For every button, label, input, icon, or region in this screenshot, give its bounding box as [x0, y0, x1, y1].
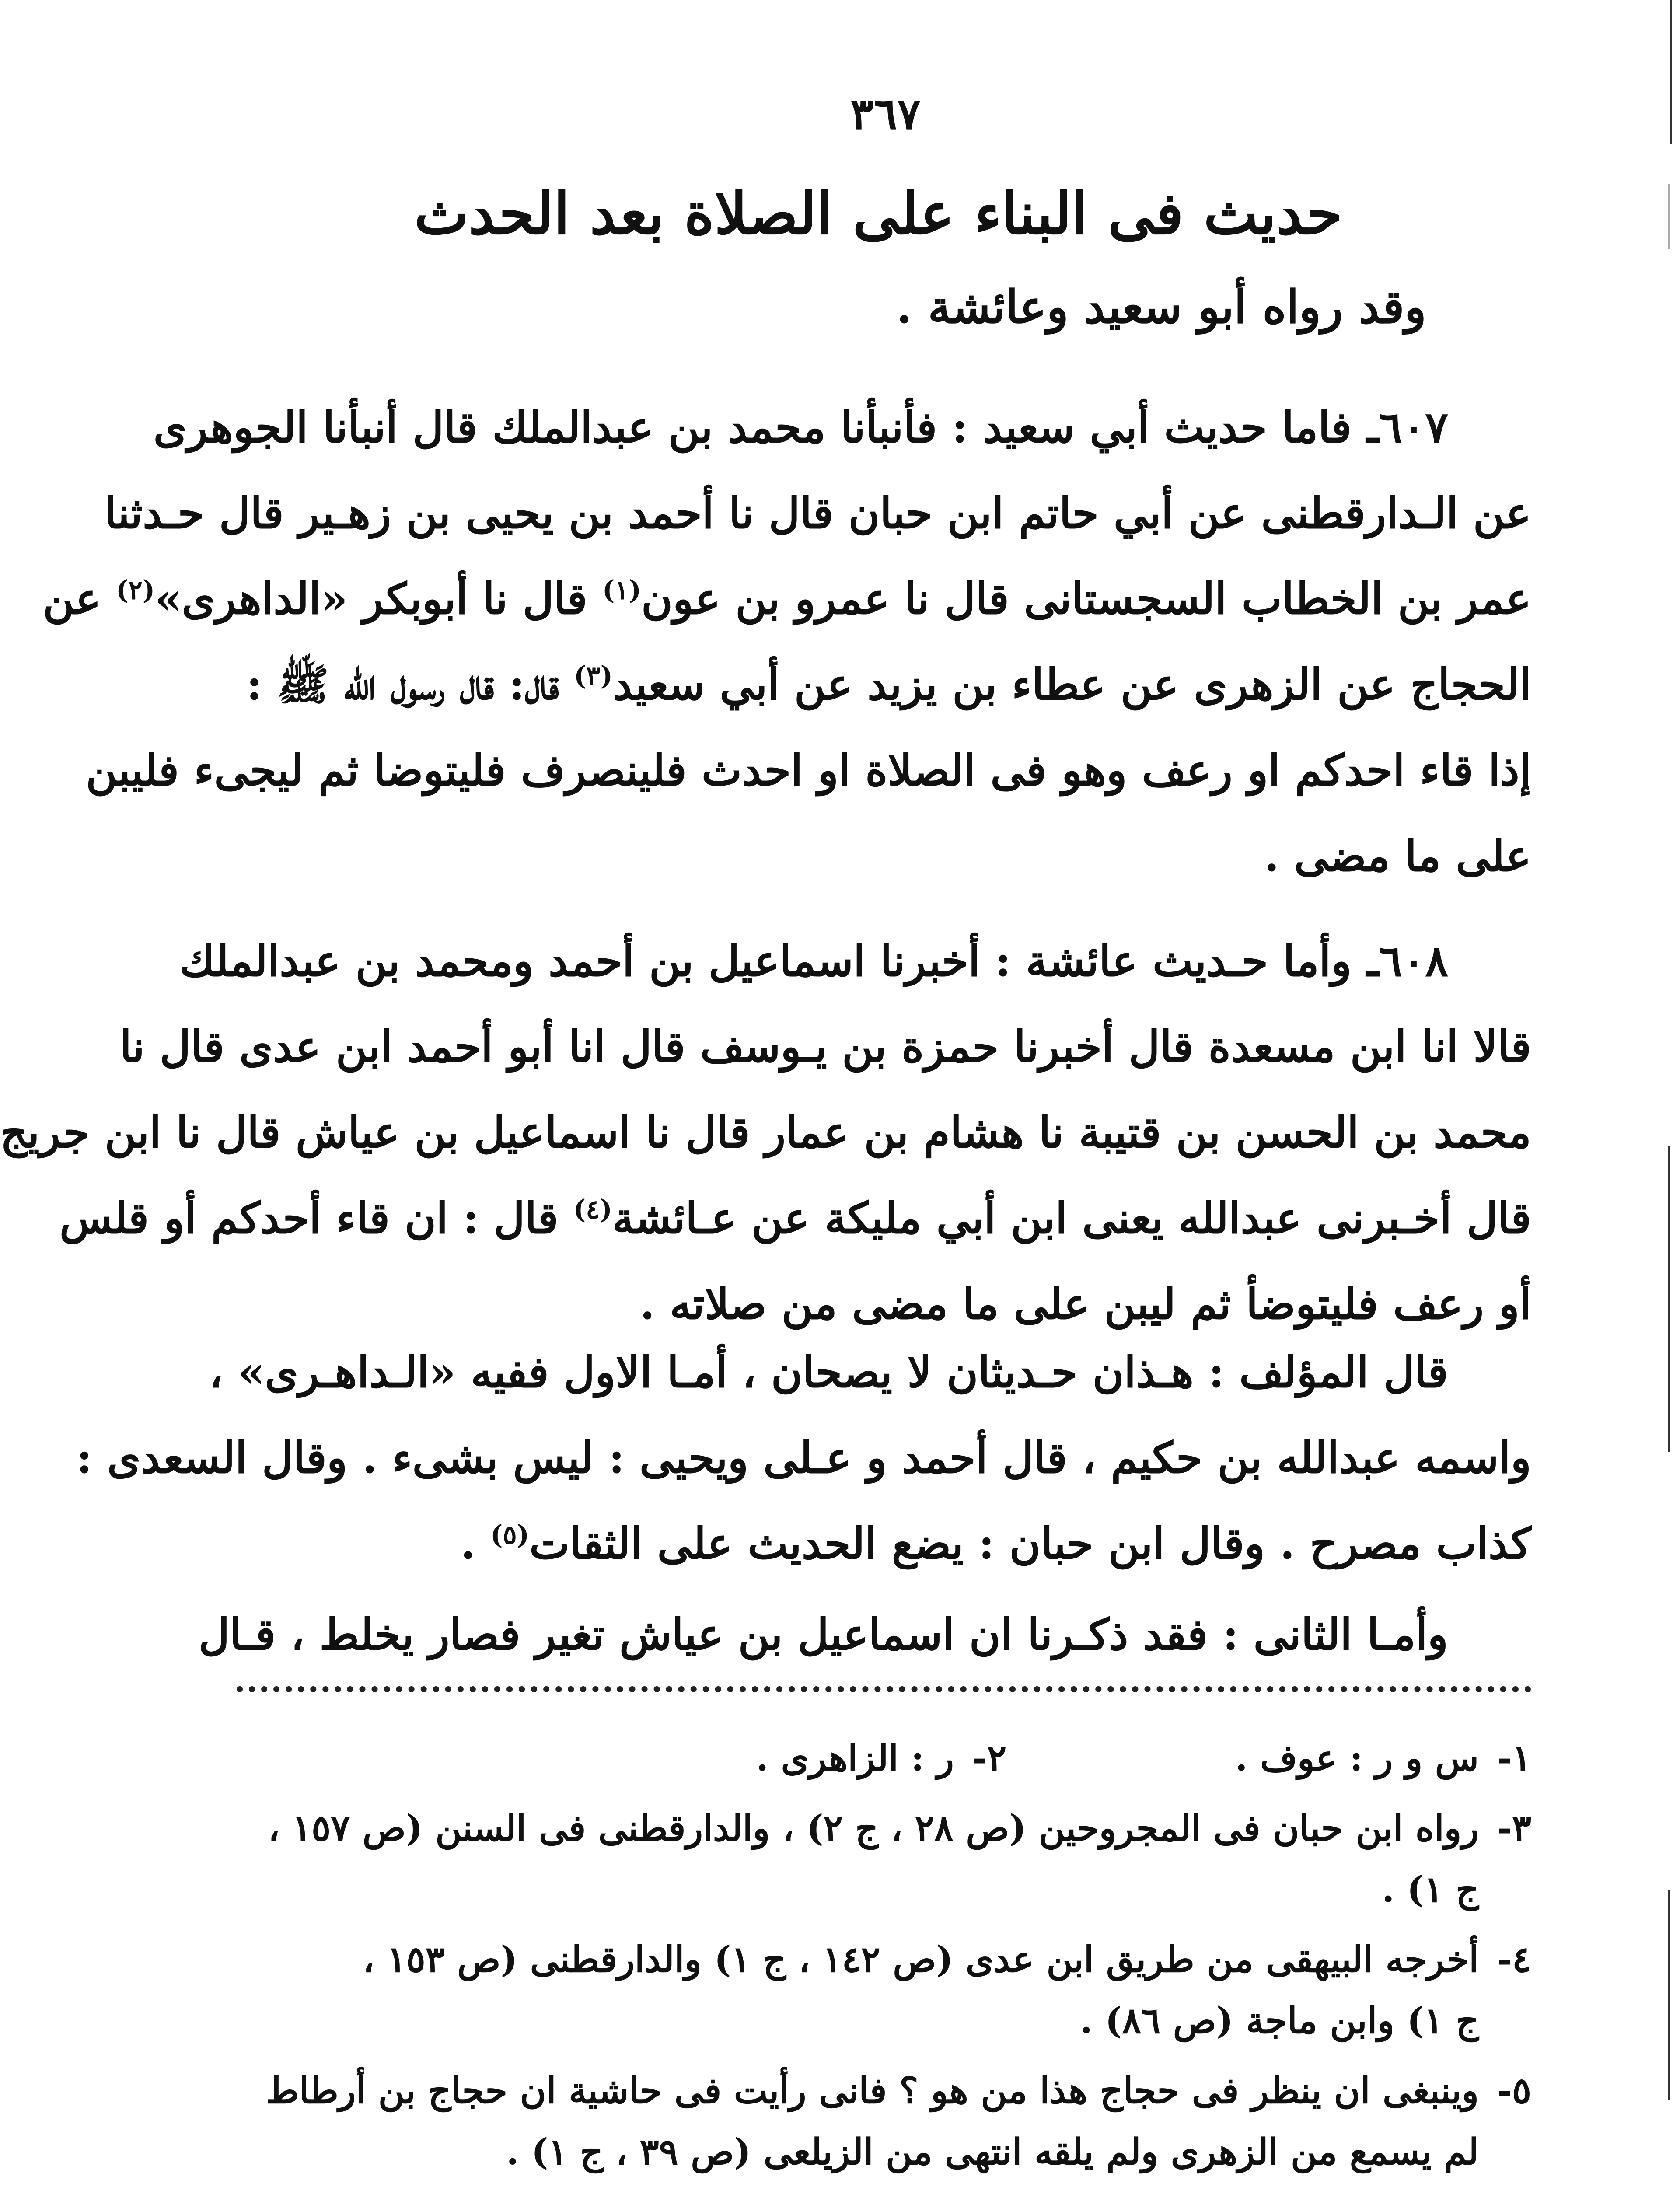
footnote-ref-1[interactable]: (١) [602, 575, 642, 606]
intro-line: وقد رواه أبو سعيد وعائشة . [896, 280, 1426, 334]
text-line [241, 1501, 1531, 1587]
footnote-text: رواه ابن حبان فى المجروحين (ص ٢٨ ، ج ٢) ، والدارقطنى فى السنن (ص ١٥٧ ، [268, 1807, 1479, 1849]
footnote-text: أخرجه البيهقى من طريق ابن عدى (ص ١٤٢ ، ج ١) والدارقطنى (ص ١٥٣ ، [363, 1939, 1479, 1981]
text-segment: الحجاج عن الزهرى عن عطاء بن يزيد عن أبي سعيد [613, 660, 1531, 710]
footnote-number: ١- [1497, 1737, 1531, 1779]
text-line: وأمـا الثانى : فقد ذكـرنا ان اسماعيل بن عياش تغير فصار يخلط ، قـال [198, 1610, 1448, 1660]
text-line [241, 642, 1531, 728]
text-line: ٦٠٧ـ فاما حديث أبي سعيد : فأنبأنا محمد بن عبدالملك قال أنبأنا الجوهرى [153, 402, 1448, 453]
footnote-text: وينبغى ان ينظر فى حجاج هذا من هو ؟ فانى رأيت فى حاشية ان حجاج بن أرطاط [265, 2070, 1479, 2112]
text-line: قال المؤلف : هـذان حـديثان لا يصحان ، أمـا الاول ففيه «الـداهـرى» ، [209, 1347, 1448, 1397]
text-segment: قال: قال رسول الله ﷺ : [246, 660, 574, 710]
footnote-number: ٣- [1497, 1807, 1531, 1849]
margin-scan-line [1668, 1890, 1670, 2100]
author-comment [76, 1330, 1531, 1587]
continuation-paragraph [198, 1592, 1531, 1678]
paragraph-608 [0, 919, 1531, 1347]
text-segment: قال نا أبوبكر «الداهرى» [155, 574, 602, 624]
footnote-continuation: لم يسمع من الزهرى ولم يلقه انتهى من الزيلعى (ص ٣٩ ، ج ١) . [506, 2131, 1479, 2173]
text-line: واسمه عبدالله بن حكيم ، قال أحمد و عـلى ويحيى : ليس بشىء . وقال السعدى : [76, 1433, 1531, 1483]
text-line [59, 1176, 1531, 1261]
paragraph-607 [42, 385, 1531, 899]
footnote-text: ر : الزاهرى . [756, 1737, 954, 1779]
text-line: محمد بن الحسن بن قتيبة نا هشام بن عمار قال نا اسماعيل بن عياش قال نا ابن جريج [0, 1107, 1531, 1158]
footnote-2 [482, 1728, 1006, 1789]
footnote-5 [237, 2060, 1531, 2121]
footnote-divider [237, 1686, 1531, 1692]
footnote-4 [237, 1929, 1531, 1990]
page-number: ٣٦٧ [850, 88, 921, 140]
text-line: أو رعف فليتوضأ ثم ليبن على ما مضى من صلاته . [639, 1279, 1531, 1329]
footnote-ref-4[interactable]: (٤) [573, 1194, 612, 1225]
text-line: عن الـدارقطنى عن أبي حاتم ابن حبان قال نا أحمد بن يحيى بن زهـير قال حـدثنا [105, 488, 1531, 538]
text-segment: . [460, 1519, 491, 1569]
margin-scan-line [1668, 1146, 1670, 1452]
footnote-number: ٥- [1497, 2070, 1531, 2112]
text-line: إذا قاء احدكم او رعف وهو فى الصلاة او احدث فلينصرف فليتوضا ثم ليجىء فليبن [86, 745, 1531, 796]
text-line [42, 556, 1531, 642]
text-line: على ما مضى . [1264, 831, 1531, 881]
footnote-row-1-2 [237, 1728, 1531, 1789]
footnote-number: ٤- [1497, 1939, 1531, 1981]
chapter-title: حديث فى البناء على الصلاة بعد الحدث [414, 180, 1343, 248]
text-segment: كذاب مصرح . وقال ابن حبان : يضع الحديث على الثقات [529, 1519, 1531, 1569]
footnote-number: ٢- [972, 1737, 1006, 1779]
footnotes [237, 1728, 1531, 2183]
text-segment: قال : ان قاء أحدكم أو قلس [59, 1193, 573, 1244]
footnote-text: س و ر : عوف . [1235, 1737, 1479, 1779]
footnote-continuation: ج ١) . [1382, 1869, 1479, 1911]
footnote-ref-2[interactable]: (٢) [116, 575, 155, 606]
footnote-continuation: ج ١) وابن ماجة (ص ٨٦) . [1080, 2000, 1479, 2042]
text-segment: عن [42, 574, 116, 624]
footnote-3 [237, 1798, 1531, 1859]
text-segment: عمر بن الخطاب السجستانى قال نا عمرو بن عون [641, 574, 1531, 624]
text-line: قالا انا ابن مسعدة قال أخبرنا حمزة بن يـوسف قال انا أبو أحمد ابن عدى قال نا [119, 1022, 1531, 1072]
margin-scan-line [1668, 184, 1670, 249]
text-line: ٦٠٨ـ وأما حـديث عائشة : أخبرنا اسماعيل بن أحمد ومحمد بن عبدالملك [179, 936, 1448, 986]
footnote-ref-3[interactable]: (٣) [574, 660, 613, 692]
text-segment: قال أخـبرنى عبدالله يعنى ابن أبي مليكة عن عـائشة [612, 1193, 1531, 1244]
footnote-1 [1006, 1728, 1531, 1789]
footnote-ref-5[interactable]: (٥) [490, 1520, 530, 1551]
